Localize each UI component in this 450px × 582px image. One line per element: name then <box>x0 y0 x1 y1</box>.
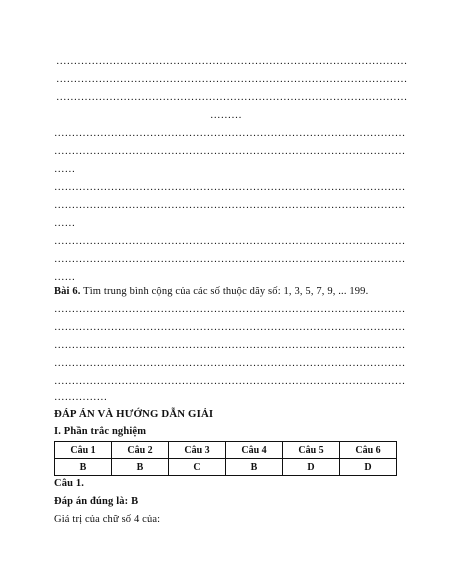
table-answer-row <box>55 459 397 476</box>
correct-answer: Đáp án đúng là: B <box>54 496 139 507</box>
answer-line: ……………………………………………………………………………………… <box>54 358 406 369</box>
answer-line: ……………………………………………………………………………………… <box>54 254 406 265</box>
answer-line: ……… <box>210 110 242 121</box>
answer-line: …… <box>54 164 76 175</box>
table-header-cell: Câu 3 <box>169 442 226 459</box>
answer-line: …… <box>54 272 76 283</box>
answer-line: ……………………………………………………………………………………… <box>56 74 408 85</box>
table-header-cell: Câu 1 <box>55 442 112 459</box>
table-answer-cell: B <box>112 459 169 476</box>
table-answer-cell: B <box>226 459 283 476</box>
table-answer-cell: C <box>169 459 226 476</box>
answer-line: ……………………………………………………………………………………… <box>54 304 406 315</box>
answer-line: ……………………………………………………………………………………… <box>54 340 406 351</box>
table-answer-cell: B <box>55 459 112 476</box>
question-1-label: Câu 1. <box>54 478 85 489</box>
answer-line: ……………………………………………………………………………………… <box>54 376 406 387</box>
answer-line: ……………………………………………………………………………………… <box>54 182 406 193</box>
table-answer-cell: D <box>283 459 340 476</box>
exercise-6-label: Bài 6. <box>54 286 81 297</box>
answer-line: …………… <box>54 392 108 403</box>
table-header-cell: Câu 4 <box>226 442 283 459</box>
exercise-6 <box>54 286 368 298</box>
table-header-cell: Câu 2 <box>112 442 169 459</box>
answer-line: ……………………………………………………………………………………… <box>54 236 406 247</box>
answer-line: ……………………………………………………………………………………… <box>54 128 406 139</box>
table-header-cell: Câu 6 <box>340 442 397 459</box>
table-answer-cell: D <box>340 459 397 476</box>
answer-line: ……………………………………………………………………………………… <box>56 56 408 67</box>
answer-line: ……………………………………………………………………………………… <box>54 200 406 211</box>
answer-table <box>54 441 397 476</box>
answer-heading: ĐÁP ÁN VÀ HƯỚNG DẪN GIẢI <box>54 408 214 420</box>
answer-line: ……………………………………………………………………………………… <box>56 92 408 103</box>
table-header-cell: Câu 5 <box>283 442 340 459</box>
answer-line: ……………………………………………………………………………………… <box>54 146 406 157</box>
exercise-6-text: Tìm trung bình cộng của các số thuộc dãy số: 1, 3, 5, 7, 9, ... 199. <box>80 286 369 297</box>
explanation-text: Giá trị của chữ số 4 của: <box>54 514 161 525</box>
answer-line: ……………………………………………………………………………………… <box>54 322 406 333</box>
section-title: I. Phần trắc nghiệm <box>54 426 147 437</box>
answer-line: …… <box>54 218 76 229</box>
table-header-row <box>55 442 397 459</box>
